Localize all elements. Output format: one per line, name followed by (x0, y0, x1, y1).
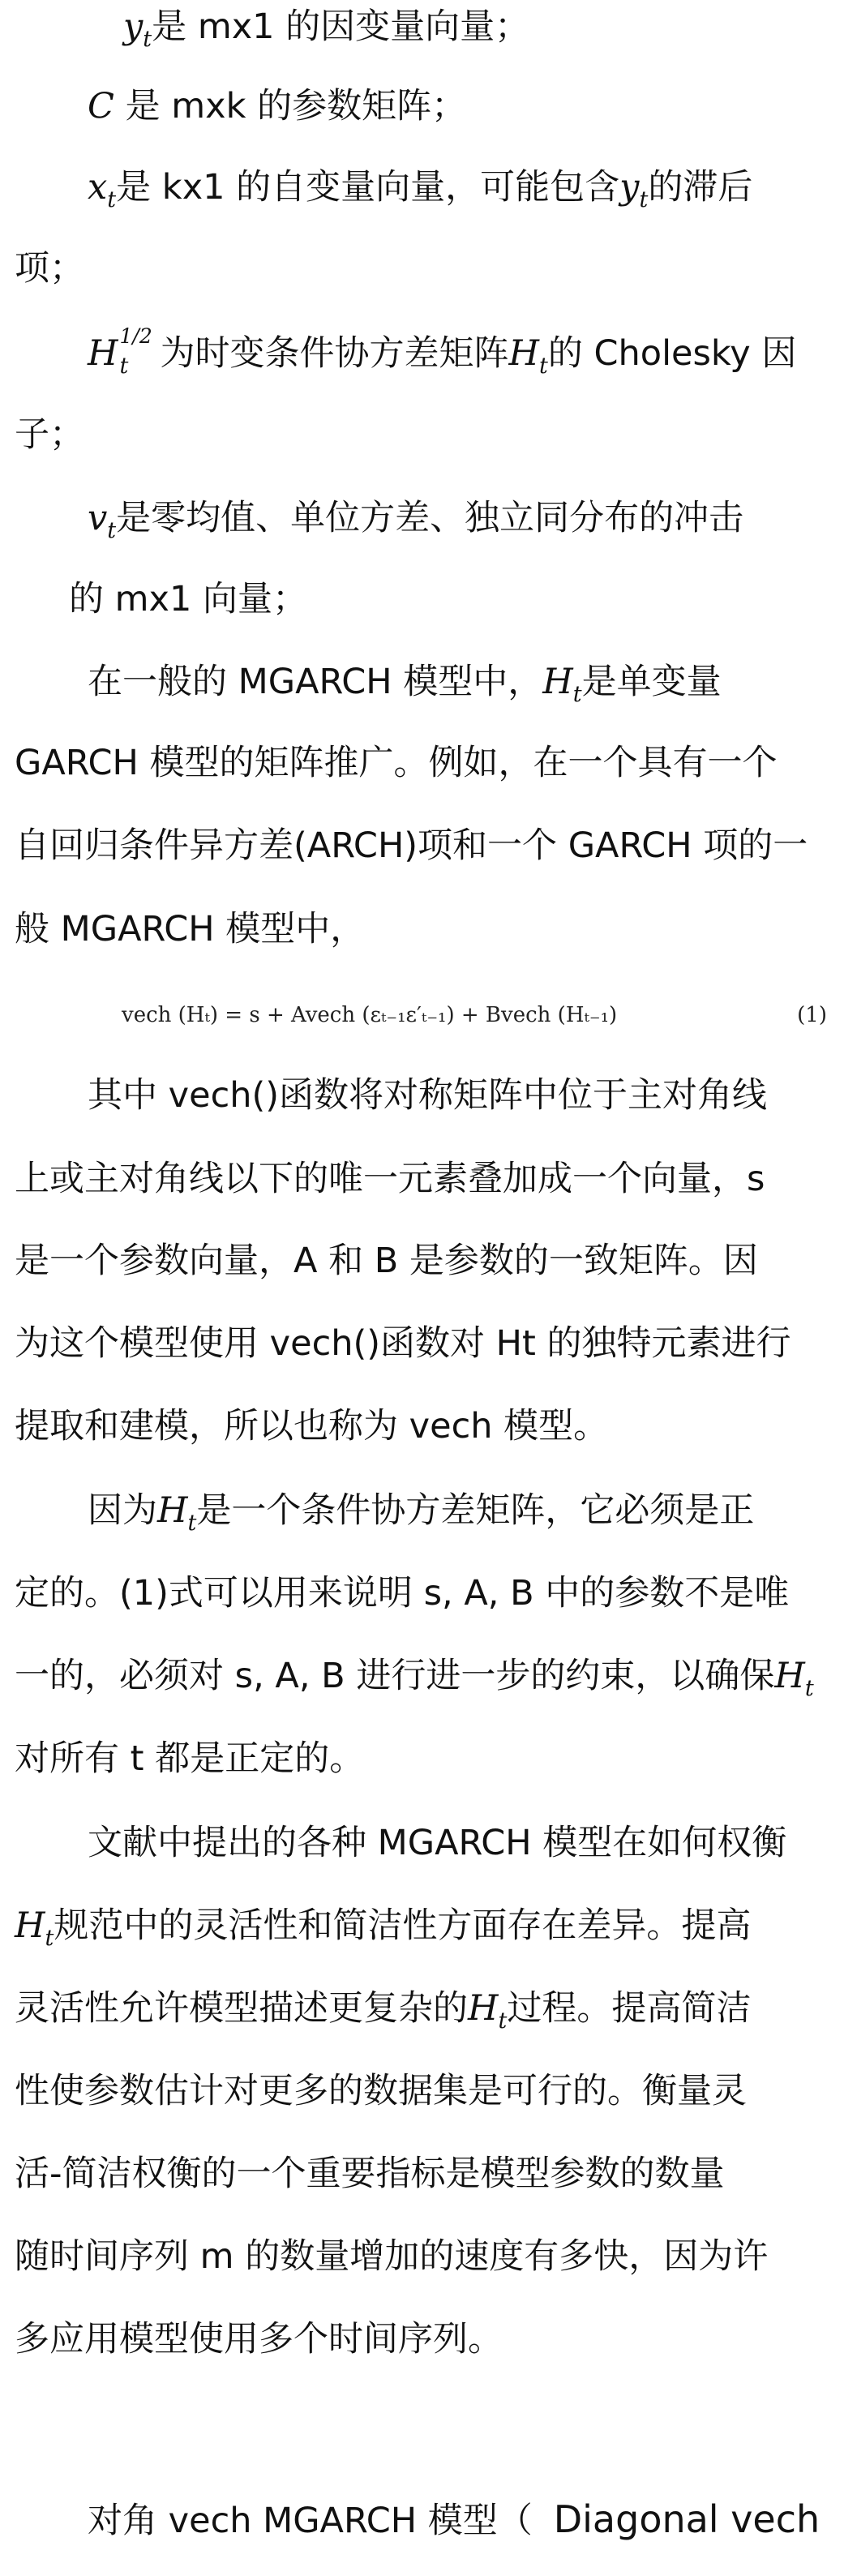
text-line (69, 574, 844, 624)
math-subscript: t (187, 1511, 197, 1536)
line-text: 提取和建模，所以也称为 vech 模型。 (15, 1406, 609, 1447)
math-var: v (88, 498, 108, 538)
line-text: 在一般的 MGARCH 模型中， (88, 662, 543, 702)
text-line (88, 657, 844, 707)
text-line (15, 2231, 844, 2282)
text-line (88, 1818, 844, 1868)
math-var: H (508, 333, 539, 374)
math-subscript: t (572, 682, 582, 707)
text-line (15, 2314, 844, 2364)
line-text: 其中 vech()函数将对称矩阵中位于主对角线 (88, 1075, 768, 1116)
text-line (15, 904, 844, 954)
line-text: 随时间序列 m 的数量增加的速度有多快，因为许 (15, 2236, 769, 2277)
line-text: 对角 vech MGARCH 模型（ (88, 2501, 533, 2541)
equation-body: vech (Hₜ) = s + Avech (εₜ₋₁ε′ₜ₋₁) + Bvech (Hₜ₋₁) (122, 1003, 618, 1027)
math-var: H (542, 662, 573, 702)
math-subscript: t (498, 2008, 508, 2034)
line-text: 上或主对角线以下的唯一元素叠加成一个向量，s (15, 1159, 765, 1199)
text-line (15, 738, 844, 788)
line-text: 自回归条件异方差(ARCH)项和一个 GARCH 项的一 (15, 825, 808, 866)
text-line (88, 1485, 844, 1536)
line-text: 的 mx1 向量； (69, 579, 308, 619)
line-text: 为时变条件协方差矩阵 (160, 333, 509, 374)
math-var: x (88, 167, 108, 208)
text-line (15, 1318, 844, 1369)
math-superscript: 1/2 (119, 324, 152, 348)
line-text: 文献中提出的各种 MGARCH 模型在如何权衡 (88, 1823, 787, 1863)
math-var: C (88, 86, 114, 126)
math-script-group (118, 324, 161, 379)
line-text: 规范中的灵活性和简洁性方面存在差异。提高 (54, 1905, 752, 1946)
math-var: H (15, 1905, 45, 1946)
line-text: 是 mx1 的因变量向量； (152, 6, 530, 47)
math-subscript: t (45, 1926, 54, 1951)
line-text: 子； (15, 414, 84, 455)
line-text: GARCH 模型的矩阵推广。例如，在一个具有一个 (15, 743, 778, 783)
line-text: 多应用模型使用多个时间序列。 (15, 2319, 503, 2360)
text-line (15, 1154, 844, 1204)
text-line (15, 2066, 844, 2116)
line-text: 性使参数估计对更多的数据集是可行的。衡量灵 (15, 2071, 747, 2111)
line-text: 一的，必须对 s, A, B 进行进一步的约束，以确保 (15, 1656, 775, 1696)
text-line (88, 493, 844, 543)
math-subscript: t (639, 187, 649, 212)
math-subscript: t (107, 187, 117, 212)
text-line (123, 2, 844, 52)
text-line (15, 409, 844, 460)
text-line (15, 1401, 844, 1451)
math-var: y (619, 167, 640, 208)
text-line (15, 2149, 844, 2199)
text-line (88, 2494, 844, 2544)
line-text: 过程。提高简洁 (507, 1988, 752, 2029)
text-line (15, 821, 844, 871)
line-text: 是零均值、单位方差、独立同分布的冲击 (116, 498, 744, 538)
text-line (88, 324, 844, 379)
math-var: y (123, 6, 144, 47)
math-subscript: t (804, 1676, 814, 1701)
line-text: Diagonal vech (553, 2497, 820, 2541)
math-subscript: t (107, 518, 117, 543)
math-subscript: t (143, 27, 152, 52)
line-text: 的 Cholesky 因 (547, 333, 797, 374)
text-line (15, 1734, 844, 1784)
line-text: 为这个模型使用 vech()函数对 Ht 的独特元素进行 (15, 1323, 791, 1364)
line-text: 是一个参数向量，A 和 B 是参数的一致矩阵。因 (15, 1241, 758, 1281)
math-var: H (774, 1656, 805, 1696)
line-text: 活-简洁权衡的一个重要指标是模型参数的数量 (15, 2154, 725, 2194)
text-line (15, 1236, 844, 1286)
text-line (88, 81, 844, 131)
line-text: 是 kx1 的自变量向量，可能包含 (116, 167, 620, 208)
math-var: H (157, 1490, 188, 1531)
line-text: 是单变量 (581, 662, 722, 702)
math-var: H (88, 333, 118, 374)
line-text: 因为 (88, 1490, 157, 1531)
math-subscript: t (119, 354, 129, 379)
math-subscript: t (539, 354, 548, 379)
line-text: 的滞后 (648, 167, 753, 208)
line-text: 定的。(1)式可以用来说明 s, A, B 中的参数不是唯 (15, 1573, 790, 1614)
line-text: 是 mxk 的参数矩阵； (114, 86, 467, 126)
text-line (15, 1568, 844, 1618)
equation-number: (1) (797, 1003, 827, 1027)
text-line (15, 243, 844, 294)
text-line (15, 1901, 844, 1951)
line-text: 对所有 t 都是正定的。 (15, 1738, 365, 1779)
text-line (88, 162, 844, 212)
text-line (15, 1651, 844, 1701)
line-text: 灵活性允许模型描述更复杂的 (15, 1988, 468, 2029)
line-text: 般 MGARCH 模型中， (15, 909, 366, 949)
line-text: 项； (15, 248, 84, 289)
line-text: 是一个条件协方差矩阵，它必须是正 (196, 1490, 755, 1531)
text-line (88, 1070, 844, 1121)
math-var: H (468, 1988, 499, 2029)
equation-1 (122, 992, 835, 1038)
text-line (15, 1983, 844, 2034)
